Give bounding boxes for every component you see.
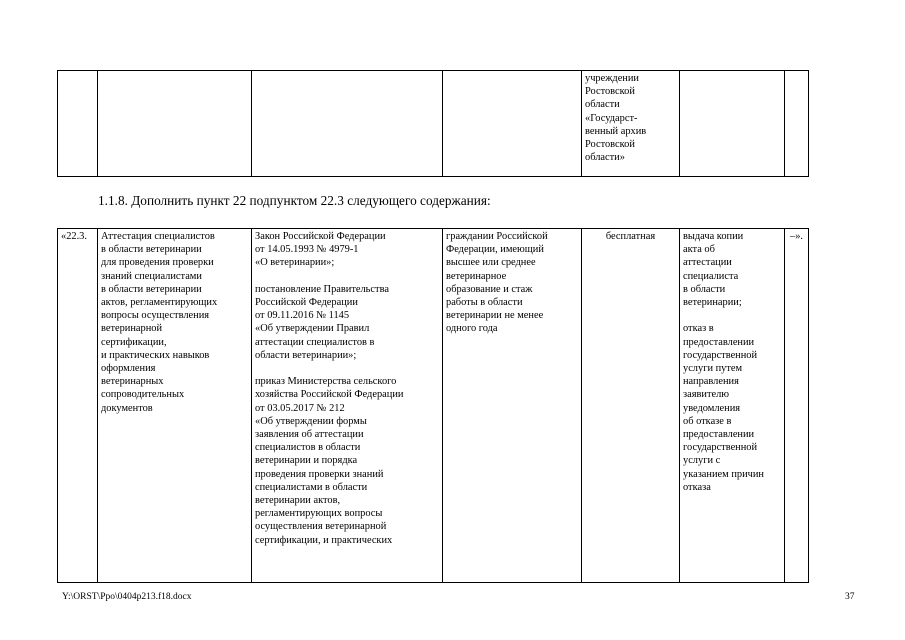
- continued-table: [57, 70, 809, 177]
- section-heading: 1.1.8. Дополнить пункт 22 подпунктом 22.3 следующего содержания:: [98, 193, 491, 208]
- legal-basis-cell: Закон Российской Федерации от 14.05.1993 № 4979-1 «О ветеринарии»; постановление Правительства Российской Федерации от 09.11.2016 № 1145 «Об утверждении Правил аттестации специалистов в области ветеринарии»; приказ Министерства сельского хозяйства Российской Федерации от 03.05.2017 № 212 «Об утверждении формы заявления об аттестации специалистов в области ветеринарии и порядка проведения проверки знаний специалистами в области ветеринарии актов, регламентирующих вопросы осуществления ветеринарной сертификации, и практических: [252, 229, 443, 583]
- table-row: [58, 229, 809, 583]
- table-cell: учреждении Ростовской области «Государст- венный архив Ростовской области»: [582, 71, 680, 177]
- table-cell: [98, 71, 252, 177]
- table-cell: [58, 71, 98, 177]
- closing-cell: –».: [785, 229, 809, 583]
- service-name-cell: Аттестация специалистов в области ветеринарии для проведения проверки знаний специалистами в области ветеринарии актов, регламентирующих вопросы осуществления ветеринарной сертификации, и практических навыков оформления ветеринарных сопроводительных документов: [98, 229, 252, 583]
- applicant-cell: граждании Российской Федерации, имеющий высшее или среднее ветеринарное образование и стаж работы в области ветеринарии не менее одного года: [443, 229, 582, 583]
- fee-cell: бесплатная: [582, 229, 680, 583]
- item-number-cell: «22.3.: [58, 229, 98, 583]
- table-cell: [680, 71, 785, 177]
- table-cell: [443, 71, 582, 177]
- page-number: 37: [845, 592, 855, 602]
- services-table: [57, 228, 809, 583]
- result-cell: выдача копии акта об аттестации специалиста в области ветеринарии; отказ в предоставлении государственной услуги путем направления заявителю уведомления об отказе в предоставлении государственной услуги с указанием причин отказа: [680, 229, 785, 583]
- table-cell: [785, 71, 809, 177]
- table-cell: [252, 71, 443, 177]
- footer-file-path: Y:\ORST\Ppo\0404p213.f18.docx: [62, 592, 192, 602]
- table-row: [58, 71, 809, 177]
